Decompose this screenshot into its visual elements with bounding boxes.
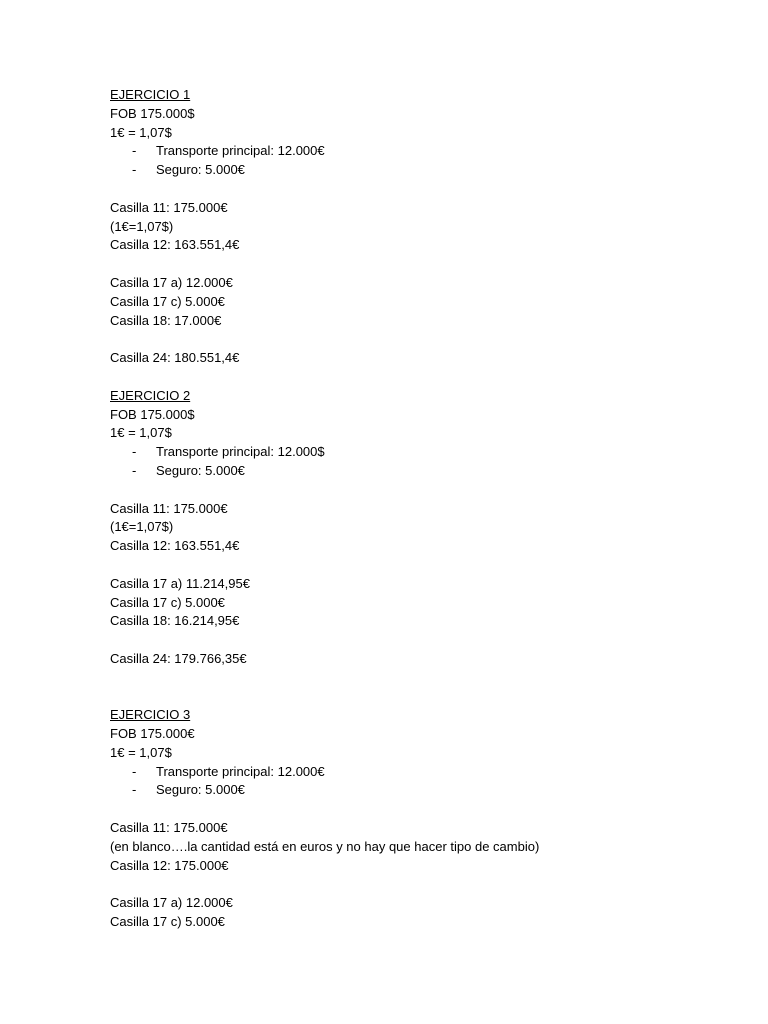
exercise-3-casilla-12: Casilla 12: 175.000€ bbox=[110, 857, 229, 873]
exercise-1 bbox=[110, 86, 730, 387]
exercise-1-casilla-17c: Casilla 17 c) 5.000€ bbox=[110, 293, 225, 309]
exercise-3-casilla-11: Casilla 11: 175.000€ bbox=[110, 820, 228, 836]
spacer bbox=[110, 368, 730, 387]
exercise-3-title: EJERCICIO 3 bbox=[110, 707, 191, 723]
exercise-3-rate: 1€ = 1,07$ bbox=[110, 744, 172, 760]
exercise-1-fob: FOB 175.000$ bbox=[110, 105, 195, 121]
bullet-text: Seguro: 5.000€ bbox=[156, 782, 245, 798]
bullet-dash: - bbox=[132, 782, 137, 798]
bullet-dash: - bbox=[132, 444, 137, 460]
exercise-2-casilla-17a: Casilla 17 a) 11.214,95€ bbox=[110, 575, 250, 591]
exercise-1-bullet-insurance bbox=[110, 161, 730, 180]
exercise-1-note: (1€=1,07$) bbox=[110, 218, 174, 234]
exercise-3-casilla-17a: Casilla 17 a) 12.000€ bbox=[110, 895, 233, 911]
exercise-3-fob: FOB 175.000€ bbox=[110, 726, 195, 742]
exercise-3-bullet-insurance bbox=[110, 781, 730, 800]
spacer bbox=[110, 631, 730, 650]
exercise-2-rate: 1€ = 1,07$ bbox=[110, 425, 172, 441]
spacer bbox=[110, 875, 730, 894]
exercise-2-casilla-11: Casilla 11: 175.000€ bbox=[110, 500, 228, 516]
exercise-1-casilla-17a: Casilla 17 a) 12.000€ bbox=[110, 274, 233, 290]
exercise-2-title: EJERCICIO 2 bbox=[110, 387, 191, 403]
exercise-2-bullet-transport bbox=[110, 443, 730, 462]
spacer bbox=[110, 180, 730, 199]
bullet-dash: - bbox=[132, 763, 137, 779]
exercise-1-casilla-11: Casilla 11: 175.000€ bbox=[110, 199, 228, 215]
bullet-dash: - bbox=[132, 162, 137, 178]
exercise-2-casilla-24: Casilla 24: 179.766,35€ bbox=[110, 650, 247, 666]
exercise-2-casilla-12: Casilla 12: 163.551,4€ bbox=[110, 538, 240, 554]
bullet-dash: - bbox=[132, 143, 137, 159]
exercise-3-casilla-17c: Casilla 17 c) 5.000€ bbox=[110, 914, 225, 930]
exercise-2-casilla-17c: Casilla 17 c) 5.000€ bbox=[110, 594, 225, 610]
spacer bbox=[110, 481, 730, 500]
exercise-1-bullet-transport bbox=[110, 142, 730, 161]
bullet-text: Transporte principal: 12.000€ bbox=[156, 763, 325, 779]
spacer bbox=[110, 800, 730, 819]
exercise-2-note: (1€=1,07$) bbox=[110, 519, 174, 535]
exercise-1-casilla-24: Casilla 24: 180.551,4€ bbox=[110, 350, 240, 366]
spacer bbox=[110, 330, 730, 349]
spacer bbox=[110, 255, 730, 274]
spacer bbox=[110, 669, 730, 707]
exercise-1-rate: 1€ = 1,07$ bbox=[110, 124, 172, 140]
exercise-2-bullet-insurance bbox=[110, 462, 730, 481]
bullet-text: Transporte principal: 12.000$ bbox=[156, 444, 325, 460]
bullet-text: Seguro: 5.000€ bbox=[156, 462, 245, 478]
exercise-3-bullet-transport bbox=[110, 763, 730, 782]
exercise-3-note: (en blanco….la cantidad está en euros y no hay que hacer tipo de cambio) bbox=[110, 838, 540, 854]
exercise-1-title: EJERCICIO 1 bbox=[110, 87, 191, 102]
exercise-2-fob: FOB 175.000$ bbox=[110, 406, 195, 422]
document-page bbox=[110, 86, 730, 932]
bullet-text: Transporte principal: 12.000€ bbox=[156, 143, 325, 159]
bullet-dash: - bbox=[132, 462, 137, 478]
bullet-text: Seguro: 5.000€ bbox=[156, 162, 245, 178]
exercise-2-casilla-18: Casilla 18: 16.214,95€ bbox=[110, 613, 240, 629]
exercise-1-casilla-18: Casilla 18: 17.000€ bbox=[110, 312, 222, 328]
exercise-3 bbox=[110, 706, 730, 932]
exercise-1-casilla-12: Casilla 12: 163.551,4€ bbox=[110, 237, 240, 253]
exercise-2 bbox=[110, 387, 730, 707]
spacer bbox=[110, 556, 730, 575]
